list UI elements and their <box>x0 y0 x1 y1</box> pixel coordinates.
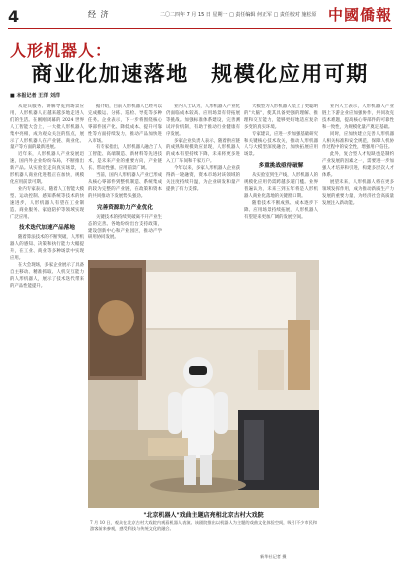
article-kicker: 人形机器人： <box>10 41 113 60</box>
paragraph: 从实验室到生产线，人形机器人的规模化应用仍需跨越多道门槛。业界普遍认为，未来三到五年将是人形机器人商业化落地的关键窗口期。 <box>244 173 318 199</box>
article-column-5 <box>322 104 394 562</box>
paragraph: 业内专家表示，随着人工智能大模型、运动控制、感知系统等技术的快速进步，人形机器人有望在工业制造、商业服务、家庭陪护等领域实现广泛应用。 <box>10 186 84 220</box>
paragraph: 据介绍，目前人形机器人已经可以完成搬运、分拣、巡检、导览等多种任务。企业表示，下一步将围绕核心零部件国产化、降低成本、提升可靠性等方面持续发力，推动产品加快进入市场。 <box>88 104 162 144</box>
article-column-1 <box>10 104 84 562</box>
paragraph: 近年来，人形机器人产业发展迅速，国内外企业纷纷布局，不断推出新产品。从实验室走向真实场景，人形机器人商业化进程正在加快，规模化应用前景可期。 <box>10 152 84 185</box>
article-byline: ■ 本报记者 王洋 刘洋 <box>10 93 60 99</box>
article-column-2 <box>88 104 162 256</box>
paragraph: 关键技术的持续突破离不开产业生态的完善。各地纷纷出台支持政策，建设创新中心和产业园区，推动产学研用协同发展。 <box>88 214 162 241</box>
paragraph: 今年以来，多家人形机器人企业获得新一轮融资，资本市场对该领域的关注度持续升温，为企业研发和量产提供了有力支撑。 <box>166 166 240 192</box>
masthead-logo: 中國僑報 <box>327 6 392 24</box>
section-name: 经 济 <box>88 10 110 19</box>
paragraph: 专家建议，应进一步加强基础研究和关键核心技术攻关，推动人形机器人与大模型深度融合，加快拓展应用场景。 <box>244 131 318 158</box>
photo-credit: 新华社记者 摄 <box>260 554 287 559</box>
page-header <box>0 0 400 30</box>
paragraph: 大模型为人形机器人装上了更聪明的"大脑"，使其具备更强的理解、推理和交互能力，能够更好地适应复杂多变的真实环境。 <box>244 104 318 130</box>
page-number: 4 <box>8 7 20 26</box>
paragraph: 随着算法技术的不断突破，人形机器人的感知、决策和执行能力大幅提升，在工业、商业等多种场景中实现应用。 <box>10 235 84 262</box>
article-column-4 <box>244 104 318 256</box>
paragraph: 多家企业负责人表示，随着供应链的成熟和规模效应显现，人形机器人的成本有望持续下降，未来将更多进入工厂车间和千家万户。 <box>166 138 240 165</box>
subheading: 多重挑战亟待破解 <box>258 163 304 170</box>
paragraph: 此外，复合型人才短缺也是制约产业发展的因素之一，需要进一步加强人才培养和引进，构建多层次人才体系。 <box>322 152 394 179</box>
paragraph: 当前，国内人形机器人产业已形成从核心零部件到整机制造、系统集成的较为完整的产业链，在政策和资本的共同推动下发展势头强劲。 <box>88 173 162 199</box>
paragraph: 业内人士表示，人形机器人产业链上下游企业应加强协作，共同攻克技术难题，提高核心零部件的可靠性和一致性，为规模化量产奠定基础。 <box>322 104 394 130</box>
subheading: 完善资源助力产业优化 <box>97 204 153 211</box>
article-headline: 商业化加速落地 规模化应用可期 <box>31 61 369 86</box>
dateline: 二〇二四年 7 月 15 日 星期一 □ 责任编辑 何正军 □ 责任校对 施松原 <box>160 12 317 18</box>
paragraph: 随着技术不断成熟、成本逐步下降、应用场景持续拓展，人形机器人有望迎来更加广阔的发展空间。 <box>244 200 318 220</box>
paragraph: 业内人士认为，人形机器人产业化仍面临成本较高、应用场景有待拓展等挑战。加强标准体系建设，完善测试评价机制，有助于推动行业健康有序发展。 <box>166 104 240 137</box>
paragraph: 展望未来，人形机器人将在更多领域发挥作用，成为推动新质生产力发展的重要力量，为经济社会高质量发展注入新动能。 <box>322 179 394 206</box>
photo-caption-title: "北京机器人"戏曲主题店亮相北京古村大戏院 <box>143 512 264 519</box>
robot-stage-photo <box>88 260 319 508</box>
news-photo <box>88 260 319 508</box>
photo-caption-text: 7 月 10 日，观众在北京古村大戏院内观看机器人表演。该剧院推出以机器人为主题的戏曲文化体验空间，吸引不少市民和游客前来参观，感受科技与传统文化的融合。 <box>90 520 317 532</box>
paragraph: 在大会现场，多家企业展示了具备自主移动、精准抓取、人机交互能力的人形机器人，展示了技术迭代带来的产品性能提升。 <box>10 263 84 289</box>
paragraph: 从迎宾服务、讲解导览到场景应用，人形机器人正越来越多地走进人们的生活。在刚刚闭幕的 2024 世界人工智能大会上，一大批人形机器人集中亮相，成为观众关注的焦点，展示了人形机器人在产业链、商业化、量产等方面的最新进展。 <box>10 104 84 151</box>
paragraph: 同时，应加快建立完善人形机器人相关标准和安全规范，保障人机协作过程中的安全性，增强用户信任。 <box>322 131 394 151</box>
subheading: 技术迭代加速产品落地 <box>19 225 75 232</box>
article-column-3 <box>166 104 240 256</box>
header-rule <box>8 28 392 29</box>
paragraph: 有专家指出，人形机器人融合了人工智能、高端制造、新材料等先进技术，是未来产业的重要方向，产业链长、带动性强、应用前景广阔。 <box>88 145 162 172</box>
